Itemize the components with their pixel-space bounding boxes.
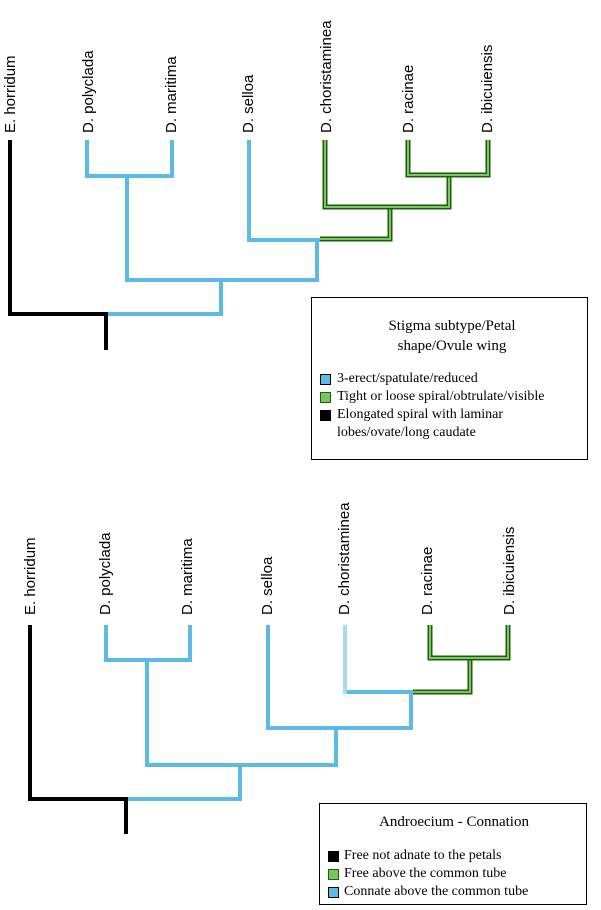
legend-title: Androecium - Connation — [379, 814, 529, 830]
tree2-taxon-label: D. racinae — [419, 546, 436, 615]
tree2-branch-polyclada-maritima — [106, 625, 190, 660]
tree1-branch-horridum — [10, 140, 108, 314]
tree2-taxon-label: D. selloa — [259, 556, 276, 615]
tree2-branch-polyclada-maritima-clade — [147, 660, 336, 765]
tree2-green-clade — [413, 625, 508, 692]
legend-label: Free not adnate to the petals — [344, 848, 502, 863]
legend-label: 3-erect/spatulate/reduced — [337, 371, 478, 386]
tree1-taxon-label: D. ibicuiensis — [479, 44, 496, 133]
tree2-taxon-label: D. choristaminea — [336, 502, 353, 615]
legend-swatch-black — [320, 410, 331, 421]
legend-title: Stigma subtype/Petal shape/Ovule wing — [388, 318, 516, 354]
legend-swatch-blue — [328, 887, 339, 898]
legend-swatch-black — [328, 851, 339, 862]
tree2-taxon-label: D. ibicuiensis — [501, 526, 518, 615]
tree1-green-clade — [320, 140, 488, 239]
legend-swatch-green — [328, 869, 339, 880]
tree2-taxon-label: D. maritima — [179, 538, 196, 615]
legend-label: Tight or loose spiral/obtrulate/visible — [337, 389, 545, 404]
legend-swatch-blue — [320, 374, 331, 385]
tree1-taxon-label: D. maritima — [163, 56, 180, 133]
tree2-taxon-label: D. polyclada — [97, 532, 114, 615]
legend-label: Connate above the common tube — [344, 884, 529, 899]
legend-label: Free above the common tube — [344, 866, 507, 881]
tree1-taxon-label: D. polyclada — [80, 50, 97, 133]
tree1-branch-polyclada-maritima-clade — [127, 176, 317, 280]
legend-androecium — [319, 803, 587, 905]
legend-label: Elongated spiral with laminar lobes/ovate/long caudate — [337, 407, 504, 440]
tree2-taxon-label: E. horridum — [22, 537, 39, 615]
tree1-taxon-label: D. racinae — [400, 64, 417, 133]
tree1-branch-selloa — [249, 140, 320, 240]
tree1-taxon-label: D. choristaminea — [318, 20, 335, 133]
tree2-branch-selloa — [268, 625, 411, 728]
legend-swatch-green — [320, 392, 331, 403]
tree1-branch-polyclada-maritima — [87, 140, 172, 176]
tree2-branch-horridum — [30, 625, 128, 799]
tree1-taxon-label: D. selloa — [240, 74, 257, 133]
legend-stigma — [311, 297, 588, 460]
tree1-taxon-label: E. horridum — [2, 55, 19, 133]
